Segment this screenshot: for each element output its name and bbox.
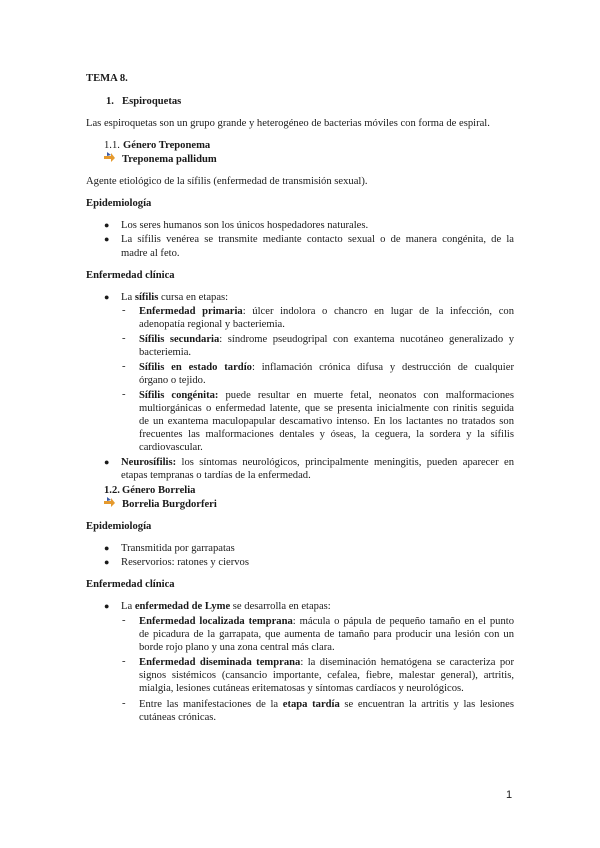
agent-text: Agente etiológico de la sífilis (enfermedad de transmisión sexual).	[86, 176, 368, 187]
species-name: Borrelia Burgdorferi	[122, 499, 217, 510]
stage-item: Sífilis congénita: puede resultar en muerte fetal, neonatos con malformaciones	[139, 390, 514, 401]
dash: -	[122, 361, 126, 372]
stage-item-continuation: de picadura de la garrapata, que aumenta de tamaño para producir una lesión con un	[139, 629, 514, 640]
stage-item-continuation: órgano o tejido.	[139, 375, 206, 386]
stage-item-continuation: multiorgánicas o enfermedad latente, que se presenta inicialmente con rinitis seguida	[139, 403, 514, 414]
dash: -	[122, 656, 126, 667]
stage-item: Sífilis secundaria: síndrome pseudogripal con exantema nucotáneo generalizado y	[139, 334, 514, 345]
epidemiology-heading: Epidemiología	[86, 198, 152, 209]
clinical-heading: Enfermedad clínica	[86, 270, 175, 281]
clinical-heading: Enfermedad clínica	[86, 579, 175, 590]
list-item: Los seres humanos son los únicos hospedadores naturales.	[121, 220, 369, 231]
stage-item-continuation: bacteriemia.	[139, 347, 192, 358]
dash: -	[122, 333, 126, 344]
species-name: Treponema pallidum	[122, 154, 217, 165]
list-item: La sífilis cursa en etapas:	[121, 292, 229, 303]
stage-item-continuation: borde rojo plano y una zona central más clara.	[139, 642, 335, 653]
stage-item: Enfermedad diseminada temprana: la diseminación hematógena se caracteriza por	[139, 657, 514, 668]
stage-item-continuation: signos sistémicos (cansancio importante, cefalea, fiebre, malestar general), artritis,	[139, 670, 514, 681]
stage-item-continuation: cutáneas crónicas.	[139, 712, 217, 723]
list-item: Transmitida por garrapatas	[121, 543, 235, 554]
dash: -	[122, 615, 126, 626]
list-item-continuation: etapas tempranas o tardías de la enfermedad.	[121, 470, 311, 481]
dash: -	[122, 305, 126, 316]
bullet: ●	[104, 557, 110, 567]
bullet: ●	[104, 234, 110, 244]
page-number: 1	[506, 789, 513, 801]
page-title: TEMA 8.	[86, 73, 128, 84]
intro-paragraph: Las espiroquetas son un grupo grande y heterogéneo de bacterias móviles con forma de espiral.	[86, 118, 490, 129]
list-item: Reservorios: ratones y ciervos	[121, 557, 249, 568]
bullet: ●	[104, 601, 110, 611]
epidemiology-heading: Epidemiología	[86, 521, 152, 532]
subsection-heading: Género Borrelia	[122, 485, 196, 496]
bullet: ●	[104, 220, 110, 230]
bullet: ●	[104, 292, 110, 302]
section-number: 1.	[106, 96, 114, 107]
list-item-continuation: madre al feto.	[121, 248, 180, 259]
arrow-bullet-icon	[104, 152, 115, 162]
list-item: Neurosífilis: los síntomas neurológicos, principalmente meningitis, pueden aparecer en	[121, 457, 514, 468]
bullet: ●	[104, 457, 110, 467]
section-heading: Espiroquetas	[122, 96, 182, 107]
subsection-number: 1.1.	[104, 140, 120, 151]
stage-item: Enfermedad primaria: úlcer indolora o chancro en lugar de la infección, con	[139, 306, 514, 317]
subsection-number: 1.2.	[104, 485, 120, 496]
stage-item-continuation: cardiovascular.	[139, 442, 203, 453]
list-item: La sífilis venérea se transmite mediante contacto sexual o de manera congénita, de la	[121, 234, 514, 245]
stage-item: Entre las manifestaciones de la etapa tardía se encuentran la artritis y las lesiones	[139, 699, 514, 710]
stage-item: Enfermedad localizada temprana: mácula o pápula de pequeño tamaño en el punto	[139, 616, 514, 627]
stage-item-continuation: de un exantema maculopapular descamativo intenso. En los lactantes no tratados son	[139, 416, 514, 427]
subsection-heading: Género Treponema	[123, 140, 211, 151]
arrow-bullet-icon	[104, 497, 115, 507]
stage-item: Sífilis en estado tardío: inflamación crónica difusa y destrucción de cualquier	[139, 362, 514, 373]
dash: -	[122, 389, 126, 400]
dash: -	[122, 698, 126, 709]
stage-item-continuation: mialgia, lesiones cutáneas eritematosas y síntomas cardíacos y neurológicos.	[139, 683, 464, 694]
list-item: La enfermedad de Lyme se desarrolla en etapas:	[121, 601, 331, 612]
bullet: ●	[104, 543, 110, 553]
stage-item-continuation: frecuentes las malformaciones dentales y óseas, la ceguera, la sordera y la sífilis	[139, 429, 514, 440]
stage-item-continuation: adenopatía regional y bacteriemia.	[139, 319, 285, 330]
